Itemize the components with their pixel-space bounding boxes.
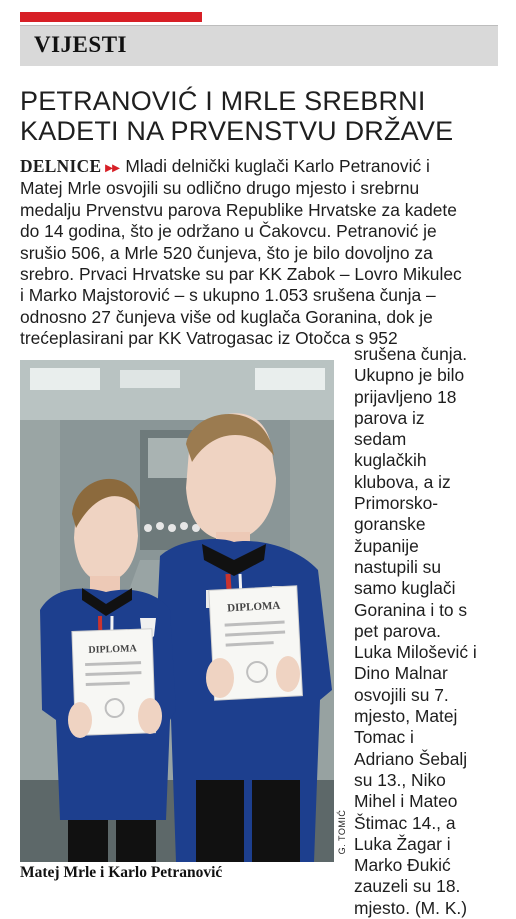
section-accent-bar: [20, 12, 202, 22]
headline-line-2: KADETI NA PRVENSTVU DRŽAVE: [20, 116, 454, 146]
body-line: srušio 506, a Mrle 520 čunjeva, što je bilo dovoljno za: [20, 242, 433, 263]
body-line: Matej Mrle osvojili su odlično drugo mjesto i srebrnu: [20, 178, 420, 199]
photo-credit: [335, 805, 349, 863]
column-line: samo kuglači: [354, 578, 456, 599]
column-line: klubova, a iz: [354, 471, 451, 492]
article-body-column: [354, 344, 500, 919]
column-line: županije: [354, 535, 419, 556]
photo-illustration: [20, 360, 334, 862]
section-label: VIJESTI: [34, 32, 127, 57]
column-line: Goranina i to s: [354, 599, 468, 620]
body-line: srebro. Prvaci Hrvatske su par KK Zabok – Lovro Mikulec: [20, 264, 462, 285]
column-line: osvojili su 7.: [354, 684, 449, 705]
column-line: su 13., Niko: [354, 769, 446, 790]
column-line: Primorsko-: [354, 493, 439, 514]
dateline-arrows-icon: ▸▸: [105, 159, 120, 175]
column-line: sedam: [354, 429, 407, 450]
article-body-wide: [20, 156, 498, 350]
column-line: prijavljeno 18: [354, 386, 457, 407]
body-line: do 14 godina, što je održano u Čakovcu. Petranović je: [20, 221, 437, 242]
article-photo: [20, 360, 334, 862]
section-header: [20, 25, 498, 66]
column-line: nastupili su: [354, 556, 442, 577]
body-line: odnosno 27 čunjeva više od kuglača Goranina, dok je: [20, 306, 433, 327]
column-line: kuglačkih: [354, 450, 427, 471]
body-line: [20, 156, 498, 178]
column-line: Ukupno je bilo: [354, 365, 465, 386]
column-line: Tomac i: [354, 727, 414, 748]
article-headline: [20, 86, 500, 146]
body-line: trećeplasirani par KK Vatrogasac iz Otočca s 952: [20, 328, 398, 349]
diploma-title: DIPLOMA: [88, 643, 137, 656]
column-line: pet parova.: [354, 620, 442, 641]
column-line: goranske: [354, 514, 426, 535]
photo-credit-text: G. TOMIĆ: [337, 809, 347, 855]
body-line: i Marko Majstorović – s ukupno 1.053 srušena čunja –: [20, 285, 436, 306]
column-line: Marko Đukić: [354, 855, 451, 876]
diploma-title: DIPLOMA: [226, 599, 281, 615]
column-line: Luka Milošević i: [354, 642, 477, 663]
column-line: srušena čunja.: [354, 344, 468, 364]
column-line: parova iz: [354, 407, 425, 428]
column-line: mjesto, Matej: [354, 706, 458, 727]
dateline: DELNICE: [20, 156, 102, 176]
headline-line-1: PETRANOVIĆ I MRLE SREBRNI: [20, 86, 426, 116]
column-line: Luka Žagar i: [354, 833, 451, 854]
column-line: Dino Malnar: [354, 663, 448, 684]
column-line: Mihel i Mateo: [354, 791, 458, 812]
body-line-text: Mladi delnički kuglači Karlo Petranović i: [125, 156, 430, 176]
column-line: zauzeli su 18.: [354, 876, 461, 897]
body-line: medalju Prvenstvu parova Republike Hrvatske za kadete: [20, 199, 457, 220]
column-line: mjesto. (M. K.): [354, 897, 468, 918]
column-line: Adriano Šebalj: [354, 748, 468, 769]
column-line: Štimac 14., a: [354, 812, 456, 833]
photo-caption: Matej Mrle i Karlo Petranović: [20, 864, 223, 881]
